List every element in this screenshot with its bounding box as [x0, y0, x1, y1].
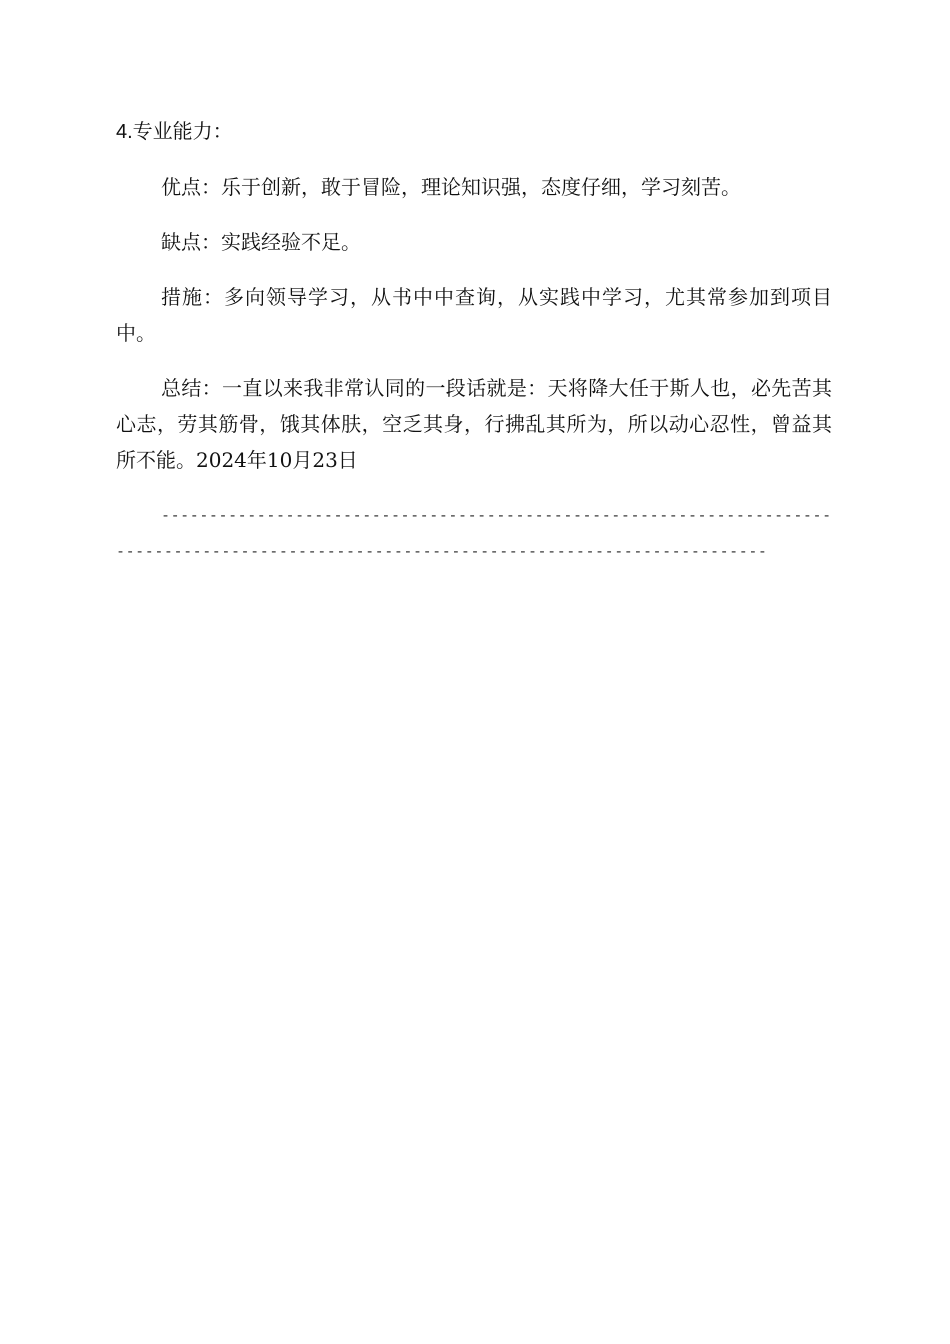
dashed-separator: ------------------------------------------------------------------------------------------------------------------------------------------	[116, 506, 832, 560]
measures-paragraph: 措施：多向领导学习，从书中中查询，从实践中学习，尤其常参加到项目中。	[116, 285, 832, 345]
document-body	[116, 112, 832, 569]
strengths-paragraph: 优点：乐于创新，敢于冒险，理论知识强，态度仔细，学习刻苦。	[161, 175, 741, 199]
weaknesses-paragraph: 缺点：实践经验不足。	[161, 230, 361, 254]
summary-paragraph: 总结：一直以来我非常认同的一段话就是：天将降大任于斯人也，必先苦其心志，劳其筋骨，饿其体肤，空乏其身，行拂乱其所为，所以动心忍性，曾益其所不能。2024年10月23日	[116, 376, 832, 472]
section-heading: 4.专业能力：	[116, 121, 233, 143]
